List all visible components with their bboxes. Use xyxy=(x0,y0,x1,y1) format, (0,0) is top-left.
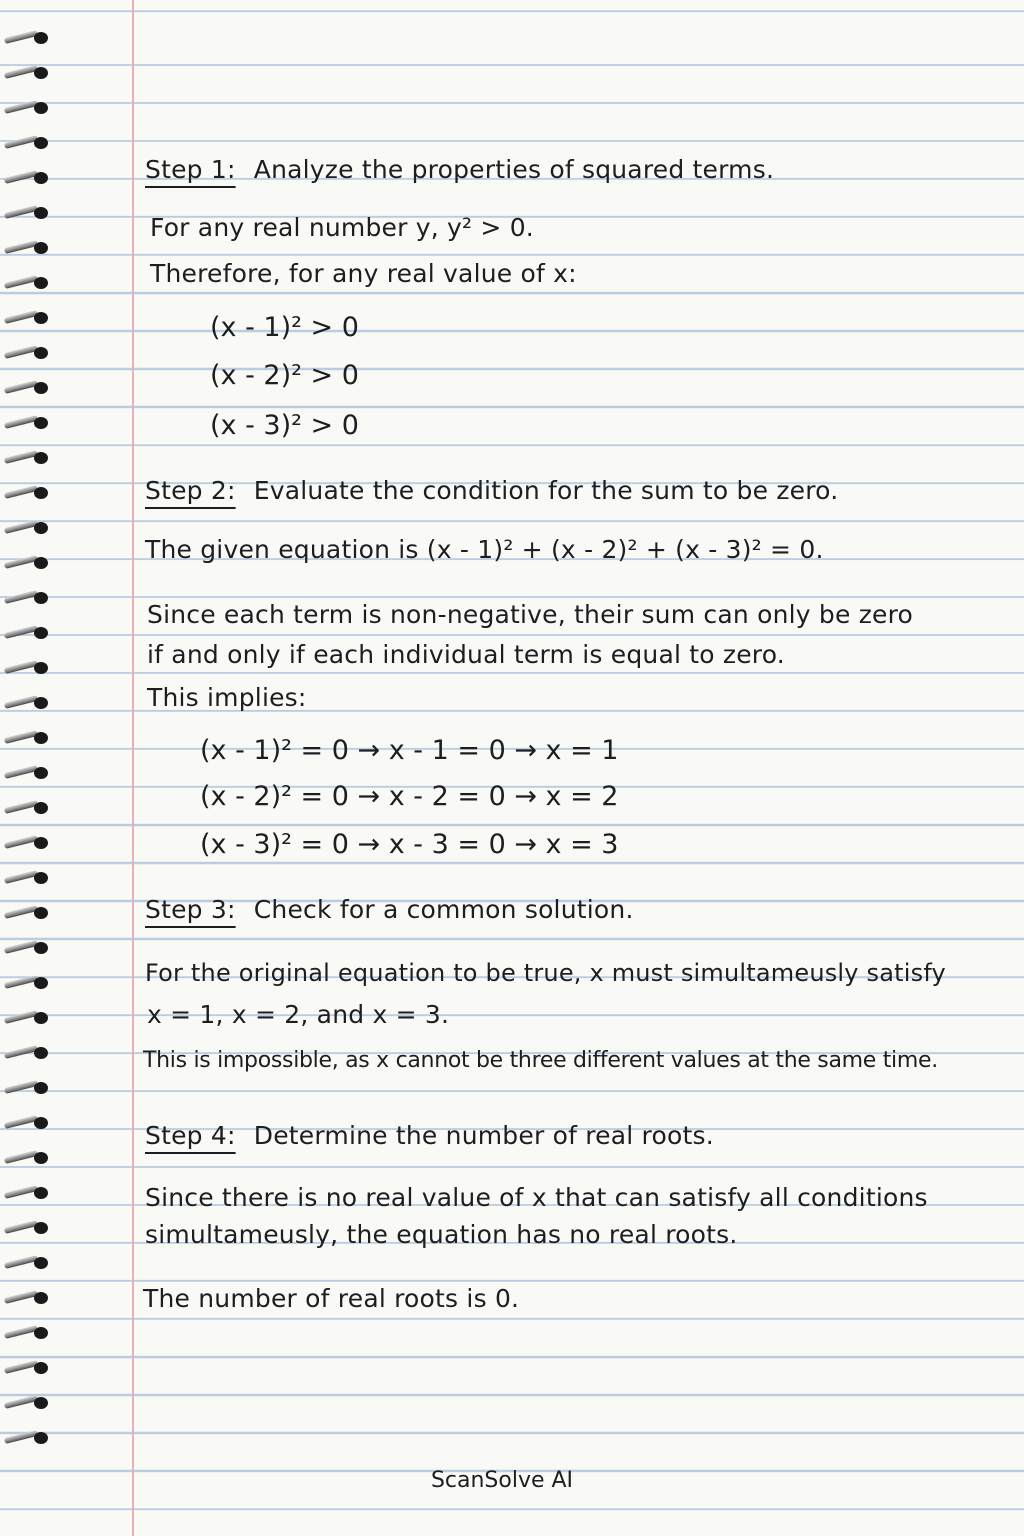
spiral-ring xyxy=(4,170,52,186)
step1-equation: (x - 3)² > 0 xyxy=(210,410,359,441)
step2-text-2: Since each term is non-negative, their sum can only be zero xyxy=(147,600,914,629)
spiral-ring xyxy=(4,310,52,326)
spiral-ring xyxy=(4,1150,52,1166)
spiral-ring xyxy=(4,765,52,781)
step2-equation: (x - 1)² = 0 → x - 1 = 0 → x = 1 xyxy=(200,735,619,766)
step4-text-3: The number of real roots is 0. xyxy=(143,1284,520,1313)
step2-label: Step 2: xyxy=(145,476,236,505)
step1-text-1: For any real number y, y² > 0. xyxy=(150,213,534,242)
spiral-ring xyxy=(4,1430,52,1446)
step4-text-2: simultameusly, the equation has no real roots. xyxy=(145,1220,738,1249)
spiral-ring xyxy=(4,1325,52,1341)
spiral-ring xyxy=(4,730,52,746)
spiral-ring xyxy=(4,695,52,711)
spiral-ring xyxy=(4,520,52,536)
spiral-ring xyxy=(4,1115,52,1131)
spiral-ring xyxy=(4,135,52,151)
step1-text-2: Therefore, for any real value of x: xyxy=(150,259,577,288)
spiral-ring xyxy=(4,1290,52,1306)
step2-heading xyxy=(145,475,838,507)
spiral-ring xyxy=(4,835,52,851)
spiral-ring xyxy=(4,590,52,606)
spiral-ring xyxy=(4,1395,52,1411)
spiral-ring xyxy=(4,870,52,886)
step1-label: Step 1: xyxy=(145,155,236,184)
step3-title: Check for a common solution. xyxy=(253,895,634,924)
spiral-ring xyxy=(4,485,52,501)
step2-equation: (x - 2)² = 0 → x - 2 = 0 → x = 2 xyxy=(200,781,619,812)
spiral-ring xyxy=(4,240,52,256)
spiral-ring xyxy=(4,975,52,991)
spiral-ring xyxy=(4,660,52,676)
step2-text-3: if and only if each individual term is equal to zero. xyxy=(147,640,785,669)
footer-watermark: ScanSolve AI xyxy=(430,1468,574,1493)
step1-title: Analyze the properties of squared terms. xyxy=(253,155,775,184)
step4-text-1: Since there is no real value of x that can satisfy all conditions xyxy=(145,1183,928,1212)
spiral-ring xyxy=(4,1220,52,1236)
spiral-ring xyxy=(4,1185,52,1201)
spiral-ring xyxy=(4,450,52,466)
step3-label: Step 3: xyxy=(145,895,236,924)
spiral-ring xyxy=(4,1045,52,1061)
step3-text-3: This is impossible, as x cannot be three different values at the same time. xyxy=(143,1048,938,1073)
spiral-ring xyxy=(4,345,52,361)
spiral-ring xyxy=(4,380,52,396)
spiral-ring xyxy=(4,905,52,921)
step1-equation: (x - 1)² > 0 xyxy=(210,312,359,343)
spiral-ring xyxy=(4,555,52,571)
spiral-ring xyxy=(4,205,52,221)
spiral-ring xyxy=(4,65,52,81)
step4-title: Determine the number of real roots. xyxy=(253,1121,714,1150)
step3-heading xyxy=(145,894,634,926)
step2-equation: (x - 3)² = 0 → x - 3 = 0 → x = 3 xyxy=(200,829,619,860)
step1-equation: (x - 2)² > 0 xyxy=(210,360,359,391)
step2-title: Evaluate the condition for the sum to be zero. xyxy=(253,476,839,505)
step3-text-1: For the original equation to be true, x must simultameusly satisfy xyxy=(145,959,946,987)
step4-label: Step 4: xyxy=(145,1121,236,1150)
step1-heading xyxy=(145,154,774,186)
spiral-ring xyxy=(4,800,52,816)
spiral-ring xyxy=(4,1255,52,1271)
step2-text-4: This implies: xyxy=(147,683,307,712)
step4-heading xyxy=(145,1120,714,1152)
spiral-binding xyxy=(0,30,60,1470)
spiral-ring xyxy=(4,30,52,46)
spiral-ring xyxy=(4,415,52,431)
step3-text-2: x = 1, x = 2, and x = 3. xyxy=(147,1000,450,1029)
spiral-ring xyxy=(4,625,52,641)
spiral-ring xyxy=(4,1010,52,1026)
margin-line xyxy=(132,0,134,1536)
spiral-ring xyxy=(4,940,52,956)
spiral-ring xyxy=(4,275,52,291)
spiral-ring xyxy=(4,1080,52,1096)
spiral-ring xyxy=(4,100,52,116)
step2-text-1: The given equation is (x - 1)² + (x - 2)² + (x - 3)² = 0. xyxy=(145,535,824,564)
spiral-ring xyxy=(4,1360,52,1376)
